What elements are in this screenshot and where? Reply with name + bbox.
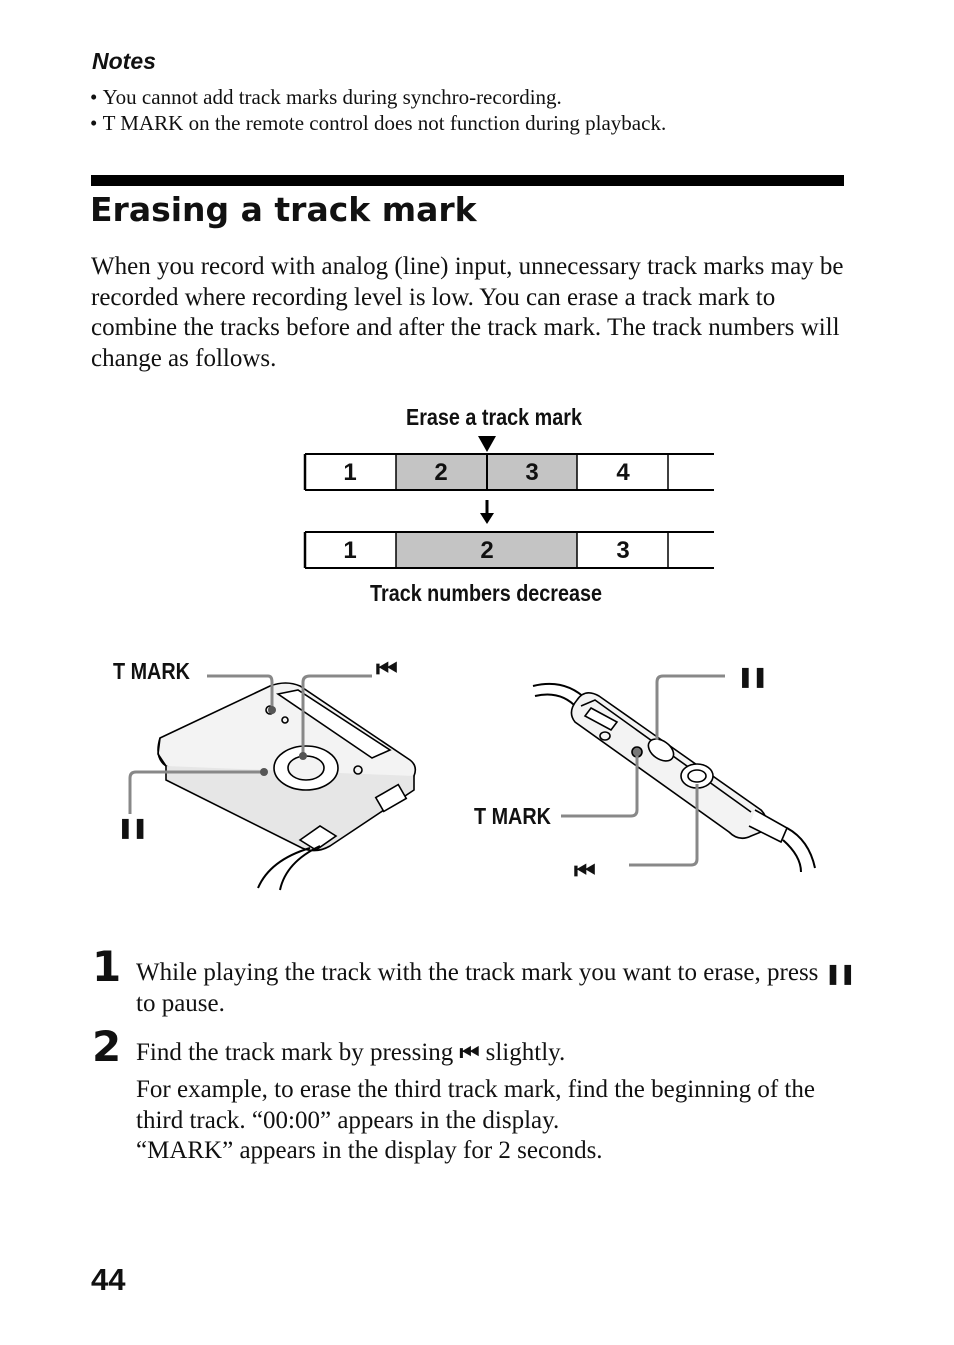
remote-control-illustration bbox=[525, 660, 835, 890]
minidisc-player-illustration bbox=[110, 650, 450, 895]
erase-point-marker bbox=[478, 436, 496, 452]
section-divider bbox=[91, 175, 844, 186]
track-cell-after: 1 bbox=[343, 537, 357, 564]
track-cell-before: 4 bbox=[616, 459, 630, 486]
intro-paragraph: When you record with analog (line) input, unnecessary track marks may be recorded where recording level is low. You can erase a track mark to combine the tracks before and after the track mark. The track numbers will change as follows. bbox=[91, 253, 844, 372]
step-detail: For example, to erase the third track mark, find the beginning of the third track. “00:00” appears in the display. bbox=[136, 1076, 815, 1134]
note-item: • You cannot add track marks during synchro-recording. bbox=[90, 84, 666, 110]
remote-pause-icon: ❚❚ bbox=[737, 664, 767, 688]
diagram-bottom-label: Track numbers decrease bbox=[370, 580, 603, 606]
section-title: Erasing a track mark bbox=[90, 190, 477, 229]
remote-pause-callout bbox=[657, 676, 725, 740]
player-tmark-label: T MARK bbox=[113, 658, 190, 684]
step-detail: “MARK” appears in the display for 2 seconds. bbox=[136, 1137, 603, 1164]
player-pause-icon: ❚❚ bbox=[117, 815, 147, 839]
note-item: • T MARK on the remote control does not function during playback. bbox=[90, 110, 666, 136]
remote-prev-icon: ⏮ bbox=[574, 857, 596, 885]
pause-icon: ❚❚ bbox=[824, 961, 855, 985]
diagram-top-label: Erase a track mark bbox=[406, 404, 582, 430]
page-number: 44 bbox=[91, 1262, 126, 1297]
step-number: 2 bbox=[92, 1022, 122, 1071]
step-text: Find the track mark by pressing ⏮ slightly. bbox=[136, 1039, 566, 1066]
notes-list bbox=[90, 84, 666, 136]
remote-tmark-label: T MARK bbox=[474, 803, 551, 829]
prev-track-icon: ⏮ bbox=[459, 1041, 480, 1066]
track-cell-before: 1 bbox=[343, 459, 357, 486]
notes-title: Notes bbox=[92, 48, 156, 74]
player-prev-icon: ⏮ bbox=[376, 655, 398, 683]
step-number: 1 bbox=[92, 942, 122, 991]
track-cell-after: 3 bbox=[616, 537, 630, 564]
track-cell-after: 2 bbox=[480, 537, 494, 564]
step-text: While playing the track with the track mark you want to erase, press ❚❚ to pause. bbox=[136, 959, 855, 1017]
track-cell-before: 2 bbox=[434, 459, 448, 486]
remote-tmark-callout bbox=[561, 756, 637, 816]
track-cell-before: 3 bbox=[525, 459, 539, 486]
